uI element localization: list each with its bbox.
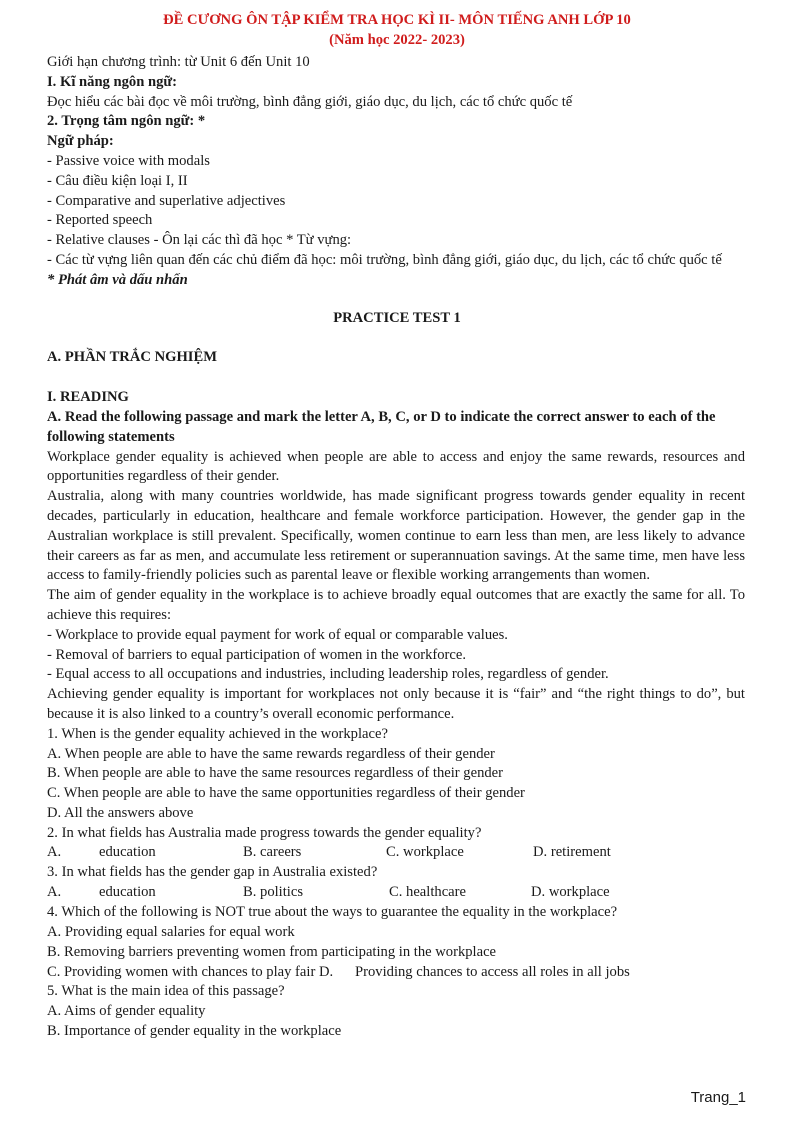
focus-heading: 2. Trọng tâm ngôn ngữ: *: [47, 113, 206, 130]
question-4: 4. Which of the following is NOT true about the ways to guarantee the equality in the workplace?: [47, 904, 618, 921]
document-body: [47, 53, 745, 1042]
page-number: Trang_1: [690, 1089, 746, 1106]
answer-option: B. When people are able to have the same resources regardless of their gender: [47, 765, 503, 782]
passage-paragraph-2: Australia, along with many countries worldwide, has made significant progress towards gender equality in recent decades, particularly in education, healthcare and female workforce participation. However, the gender gap in the Australian workplace is still prevalent. Specifically, women continue to earn less than men, are less likely to advance their careers as far as men, and accumulate less retirement or superannuation savings. At the same time, men have less access to family-friendly policies such as parental leave or flexible working arrangements than women.: [47, 488, 745, 584]
answer-option: A. Aims of gender equality: [47, 1003, 206, 1020]
passage-bullet: - Equal access to all occupations and industries, including leadership roles, regardless of gender.: [47, 666, 609, 683]
answer-option: C. When people are able to have the same opportunities regardless of their gender: [47, 785, 525, 802]
answer-option: B. Removing barriers preventing women from participating in the workplace: [47, 943, 497, 960]
reading-instruction: A. Read the following passage and mark the letter A, B, C, or D to indicate the correct answer to each of the following statements: [47, 408, 716, 445]
passage-paragraph-3: The aim of gender equality in the workplace is to achieve broadly equal outcomes that are exactly the same for all. To achieve this requires:: [47, 587, 745, 623]
question-1: 1. When is the gender equality achieved in the workplace?: [47, 725, 388, 742]
question-5: 5. What is the main idea of this passage?: [47, 983, 285, 1000]
passage-bullet: - Removal of barriers to equal participation of women in the workforce.: [47, 646, 467, 663]
practice-test-title: PRACTICE TEST 1: [333, 309, 461, 326]
skills-heading: I. Kĩ năng ngôn ngữ:: [47, 73, 178, 90]
pronunciation-heading: * Phát âm và dấu nhấn: [47, 271, 188, 288]
answer-option: A.: [47, 844, 62, 861]
grammar-item: - Reported speech: [47, 212, 153, 229]
grammar-item: - Comparative and superlative adjectives: [47, 192, 286, 209]
answer-options-row: [47, 843, 745, 863]
answer-option: education: [99, 884, 156, 901]
answer-option: A.: [47, 884, 62, 901]
vocabulary-item: - Các từ vựng liên quan đến các chủ điểm đã học: môi trường, bình đẳng giới, giáo dục, du lịch, các tổ chức quốc tế: [47, 251, 722, 268]
answer-option: A. Providing equal salaries for equal work: [47, 924, 295, 941]
answer-option: C. Providing women with chances to play fair D. Providing chances to access all roles in all jobs: [47, 963, 630, 980]
answer-option: D. All the answers above: [47, 804, 194, 821]
passage-bullet: - Workplace to provide equal payment for work of equal or comparable values.: [47, 626, 508, 643]
answer-option: C. workplace: [386, 844, 464, 861]
question-2: 2. In what fields has Australia made progress towards the gender equality?: [47, 824, 482, 841]
question-3: 3. In what fields has the gender gap in Australia existed?: [47, 864, 378, 881]
document-title: ĐỀ CƯƠNG ÔN TẬP KIỂM TRA HỌC KÌ II- MÔN TIẾNG ANH LỚP 10: [163, 12, 631, 28]
reading-heading: I. READING: [47, 389, 129, 406]
answer-option: A. When people are able to have the same rewards regardless of their gender: [47, 745, 495, 762]
answer-option: B. politics: [243, 884, 303, 901]
answer-option: D. retirement: [533, 844, 611, 861]
grammar-item: - Passive voice with modals: [47, 152, 210, 169]
scope-text: Giới hạn chương trình: từ Unit 6 đến Unit 10: [47, 54, 310, 70]
section-a-heading: A. PHẦN TRẮC NGHIỆM: [47, 349, 217, 366]
answer-option: C. healthcare: [389, 884, 466, 901]
answer-option: D. workplace: [531, 884, 610, 901]
skills-text: Đọc hiểu các bài đọc về môi trường, bình đẳng giới, giáo dục, du lịch, các tổ chức quốc tế: [47, 93, 573, 110]
answer-option: B. careers: [243, 844, 302, 861]
answer-option: education: [99, 844, 156, 861]
answer-options-row: [47, 883, 745, 903]
answer-option: B. Importance of gender equality in the workplace: [47, 1023, 342, 1040]
passage-paragraph-4: Achieving gender equality is important for workplaces not only because it is “fair” and “the right things to do”, but because it is also linked to a country’s overall economic performance.: [47, 686, 745, 722]
grammar-heading: Ngữ pháp:: [47, 133, 114, 150]
grammar-item: - Relative clauses - Ôn lại các thì đã học * Từ vựng:: [47, 232, 352, 249]
grammar-item: - Câu điều kiện loại I, II: [47, 172, 188, 189]
passage-paragraph-1: Workplace gender equality is achieved when people are able to access and enjoy the same rewards, resources and opportunities regardless of their gender.: [47, 448, 745, 485]
school-year: (Năm học 2022- 2023): [329, 32, 465, 48]
